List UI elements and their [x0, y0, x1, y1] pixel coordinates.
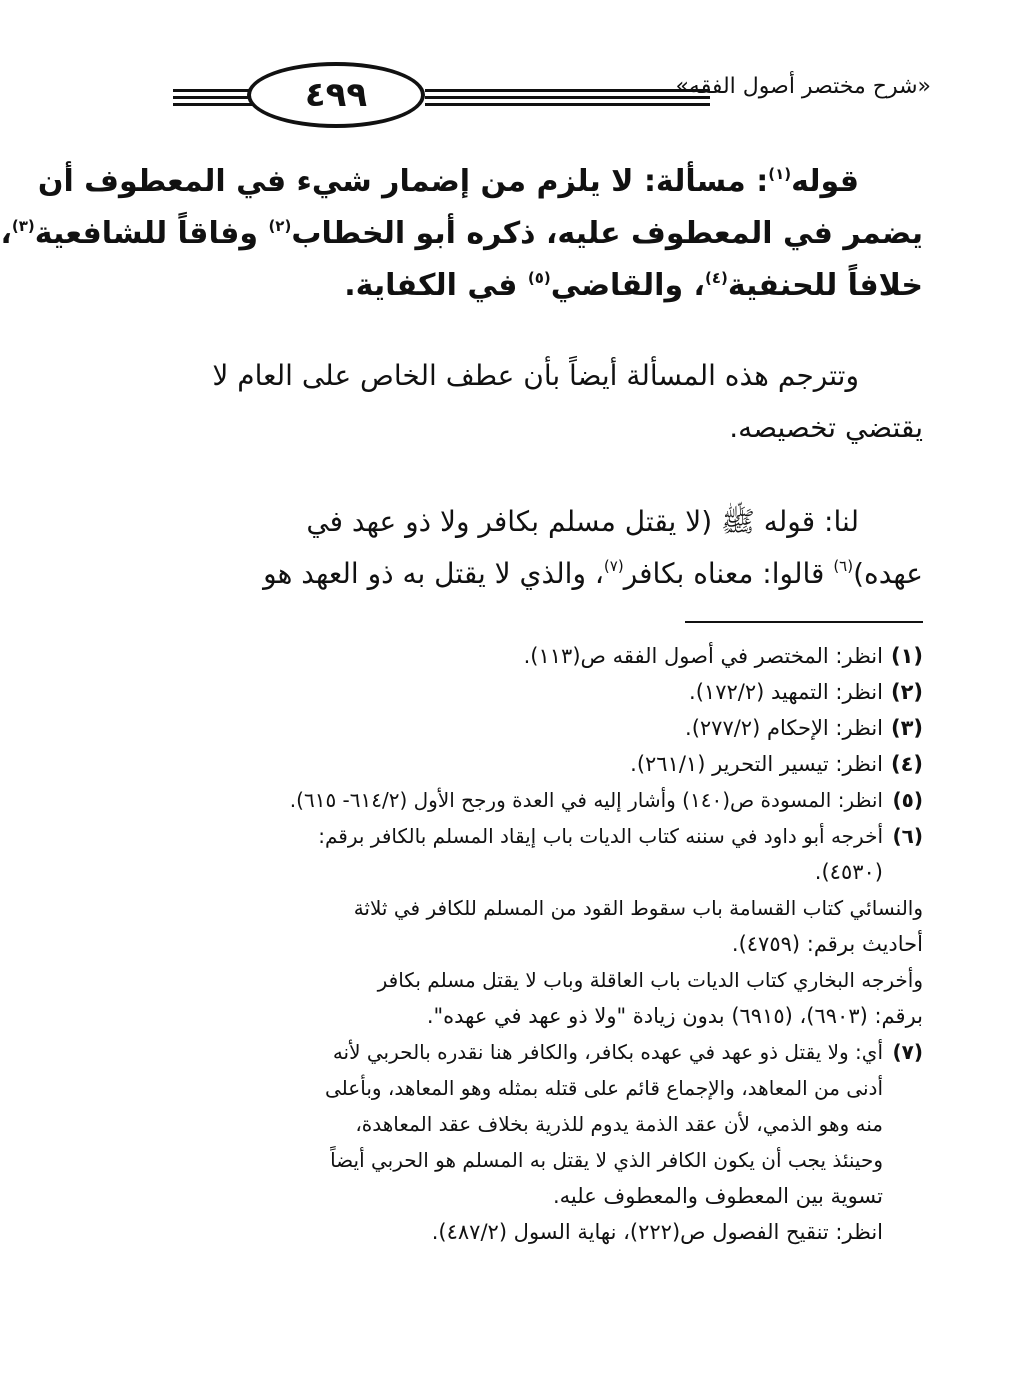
running-title: «شرح مختصر أصول الفقه» [675, 74, 931, 99]
footnote-ref: (٣) [11, 217, 35, 235]
footnote-ref: (٢) [268, 217, 292, 235]
footnote-ref: (٤) [704, 269, 728, 287]
header-rule [173, 103, 253, 106]
footnote-ref: (٦) [833, 557, 854, 575]
footnote-number: (٣) [890, 716, 923, 740]
text-line: يقتضي تخصيصه. [729, 411, 923, 444]
footnote-6-line: برقم: (٦٩٠٣)، (٦٩١٥) بدون زيادة "ولا ذو عهد في عهده". [426, 1004, 923, 1028]
text-run: في الكفاية. [344, 268, 528, 303]
matn-paragraph [0, 156, 923, 312]
commentary-paragraph [171, 350, 923, 454]
footnotes [171, 638, 923, 1250]
footnote-ref: (٧) [603, 557, 624, 575]
text-line [171, 260, 923, 312]
header-rule [425, 103, 710, 106]
footnote-6 [171, 818, 923, 854]
text-run: وفاقاً للشافعية [34, 216, 269, 251]
footnote-text: انظر: المختصر في أصول الفقه ص(١١٣). [523, 644, 883, 668]
footnote-4 [171, 746, 923, 782]
footnote-2 [171, 674, 923, 710]
text-run: قوله [791, 164, 859, 199]
text-run: ، [0, 216, 12, 251]
text-line [0, 208, 923, 260]
footnote-text: أخرجه أبو داود في سننه كتاب الديات باب إيقاد المسلم بالكافر برقم: [318, 824, 883, 848]
header-rule [173, 89, 253, 92]
footnote-text: انظر: المسودة ص(١٤٠) وأشار إليه في العدة ورجح الأول (٦١٤/٢- ٦١٥). [289, 788, 883, 812]
footnote-6-line: وأخرجه البخاري كتاب الديات باب العاقلة وباب لا يقتل مسلم بكافر [377, 968, 923, 992]
footnote-separator [685, 621, 923, 623]
footnote-number: (٧) [892, 1040, 923, 1064]
commentary-paragraph [171, 496, 923, 600]
text-run: خلافاً للحنفية [727, 268, 923, 303]
footnote-7-line: أدنى من المعاهد، والإجماع قائم على قتله بمثله وهو المعاهد، وبأعلى [325, 1076, 883, 1100]
text-line: وتترجم هذه المسألة أيضاً بأن عطف الخاص على العام لا [212, 359, 859, 392]
text-run: قالوا: معناه بكافر [623, 557, 834, 590]
text-line: لنا: قوله ﷺ (لا يقتل مسلم بكافر ولا ذو عهد في [306, 505, 859, 538]
footnote-6-line: والنسائي كتاب القسامة باب سقوط القود من المسلم للكافر في ثلاثة [353, 896, 923, 920]
text-run: عهده) [853, 557, 923, 590]
footnote-number: (٦) [892, 824, 923, 848]
header-rule [173, 96, 253, 99]
text-line [37, 156, 923, 208]
footnote-7-line: منه وهو الذمي، لأن عقد الذمة يدوم للذرية بخلاف عقد المعاهدة، [355, 1112, 883, 1136]
footnote-number: (٤) [890, 752, 923, 776]
footnote-number: (١) [890, 644, 923, 668]
footnote-1 [171, 638, 923, 674]
text-run: ، والقاضي [550, 268, 705, 303]
footnote-ref: (١) [768, 165, 792, 183]
page-header [173, 58, 931, 134]
footnote-text: انظر: تيسير التحرير (٢٦١/١). [630, 752, 883, 776]
header-rule [425, 89, 710, 92]
footnote-text: أي: ولا يقتل ذو عهد في عهده بكافر، والكافر هنا نقدره بالحربي لأنه [332, 1040, 883, 1064]
footnote-7-line: تسوية بين المعطوف والمعطوف عليه. [553, 1184, 883, 1208]
header-rule [425, 96, 710, 99]
footnote-7-line: وحينئذ يجب أن يكون الكافر الذي لا يقتل به المسلم هو الحربي أيضاً [330, 1148, 883, 1172]
text-run: : مسألة: لا يلزم من إضمار شيء في المعطوف أن [37, 164, 769, 199]
footnote-6-line: أحاديث برقم: (٤٧٥٩). [731, 932, 923, 956]
footnote-7-line: انظر: تنقيح الفصول ص(٢٢٢)، نهاية السول (٤٨٧/٢). [431, 1220, 883, 1244]
footnote-6-line: (٤٥٣٠). [814, 860, 883, 884]
footnote-5 [171, 782, 923, 818]
footnote-number: (٢) [890, 680, 923, 704]
footnote-ref: (٥) [527, 269, 551, 287]
page-number: ٤٩٩ [304, 75, 368, 115]
text-line [171, 548, 923, 600]
text-run: ، والذي لا يقتل به ذو العهد هو [263, 557, 604, 590]
footnote-3 [171, 710, 923, 746]
footnote-7 [171, 1034, 923, 1070]
footnote-text: انظر: الإحكام (٢٧٧/٢). [685, 716, 883, 740]
footnote-number: (٥) [892, 788, 923, 812]
footnote-text: انظر: التمهيد (١٧٢/٢). [689, 680, 883, 704]
page-number-frame [247, 62, 425, 128]
text-run: يضمر في المعطوف عليه، ذكره أبو الخطاب [291, 216, 923, 251]
